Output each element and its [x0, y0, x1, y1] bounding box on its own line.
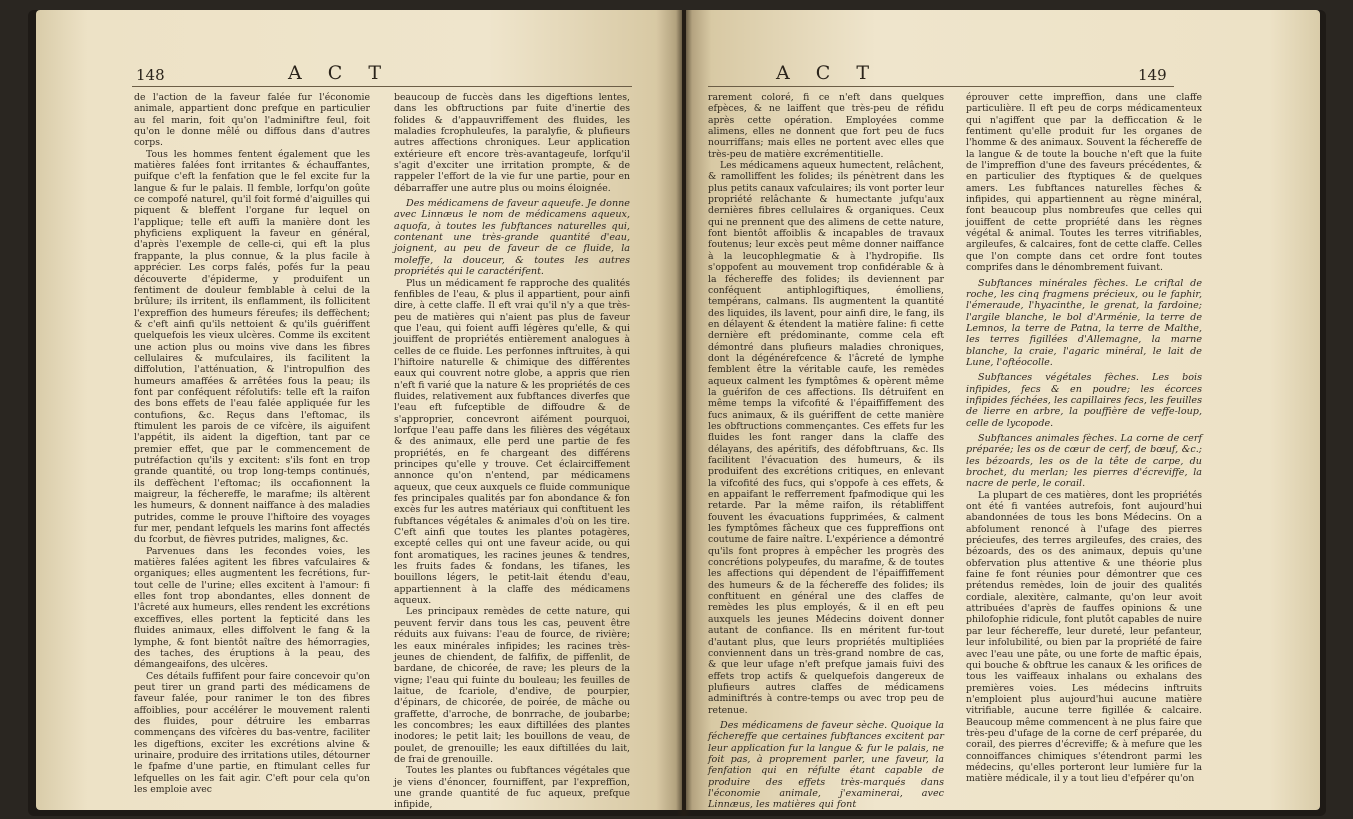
- body-paragraph: beaucoup de fuccès dans les digeftions lentes, dans les obftructions par fuite d'inertie des folides & d'appauvriffement des fluides, les maladies fcrophuleufes, la paralyfie, & plufieurs autres affections chroniques. Leur application extérieure eft encore très-avantageufe, lorfqu'il s'agit d'exciter une irritation prompte, & de rappeler l'effort de la vie fur une partie, pour en débarraffer une autre plus ou moins éloignée.: [394, 92, 630, 194]
- running-head-left: A C T: [288, 62, 392, 84]
- body-paragraph: Parvenues dans les fecondes voies, les matières falées agitent les fibres vafculaires & organiques; elles augmentent les fecrétions, fur-tout celle de l'urine; elles excitent à l'amour: fi elles font trop abondantes, elles donnent de l'âcreté aux humeurs, elles rendent les excrétions exceffives, elles portent la fepticité dans les fluides animaux, elles diffolvent le fang & la lymphe, & font bientôt naître des hémorragies, des taches, des éruptions à la peau, des démangeaifons, des ulcères.: [134, 545, 370, 671]
- section-heading-paragraph: Subftances animales fèches. La corne de cerf préparée; les os de cœur de cerf, de bœuf, &c.; les bézoards, les os de la tête de carpe, du brochet, du merlan; les pierres d'écreviffe, la nacre de perle, le corail.: [966, 432, 1202, 490]
- body-paragraph: Les principaux remèdes de cette nature, qui peuvent fervir dans tous les cas, peuvent être réduits aux fuivans: l'eau de fource, de rivière; les eaux minérales infipides; les racines très-jeunes de chiendent, de falfifix, de piffenlit, de bardane, de chicorée, de rave; les pleurs de la vigne; l'eau qui fuinte du bouleau; les feuilles de laitue, de fcariole, d'endive, de pourpier, d'épinars, de chicorée, de poirée, de mâche ou graffette, d'arroche, de bonrrache, de joubarbe; les concombres; les eaux diftillées des plantes inodores; le petit lait; les bouillons de veau, de poulet, de grenouille; les eaux diftillées du lait, de frai de grenouille.: [394, 606, 630, 765]
- body-paragraph: La plupart de ces matières, dont les propriétés ont été fi vantées autrefois, font aujourd'hui abandonnées de tous les bons Médecins. On a abfolument renoncé à l'ufage des pierres précieufes, des terres argileufes, des craies, des bézoards, des os des animaux, depuis qu'une obfervation plus attentive & une théorie plus faine fe font réunies pour démontrer que ces prétendus remèdes, loin de jouir des qualités cordiale, alexitère, calmante, qu'on leur avoit attribuées d'après de fauffes opinions & une philofophie ridicule, font plutôt capables de nuire par leur féchereffe, leur dureté, leur pefanteur, leur infolubilité, ou bien par la propriété de faire avec l'eau une pâte, ou une forte de maftic épais, qui bouche & obftrue les canaux & les orifices de tous les vaiffeaux inhalans ou exhalans des premières voies. Les médecins inftruits n'emploient plus aujourd'hui aucune matière vitrifiable, aucune terre figillée & calcaire. Beaucoup même commencent à ne plus faire que très-peu d'ufage de la corne de cerf préparée, du corail, des pierres d'écreviffe; & à mefure que les connoiffances chimiques s'étendront parmi les médecins, qu'elles porteront leur lumière fur la matière médicale, il y a tout lieu d'efpérer qu'on: [966, 489, 1202, 785]
- running-head-right: A C T: [776, 62, 880, 84]
- body-paragraph: Toutes les plantes ou fubftances végétales que je viens d'énoncer, fourniffent, par l'expreffion, une grande quantité de fuc aqueux, prefque infipide,: [394, 765, 630, 811]
- header-rule-left: [132, 86, 632, 87]
- header-rule-right: [708, 86, 1174, 87]
- page-number-left: 148: [136, 66, 165, 84]
- open-book: [28, 10, 1326, 816]
- body-paragraph: Les médicamens aqueux humectent, relâchent, & ramolliffent les folides; ils pénètrent dans les plus petits canaux vafculaires; ils vont porter leur propriété relâchante & humectante jufqu'aux dernières fibres cellulaires & organiques. Ceux qui ne prennent que des alimens de cette nature, font bientôt affoiblis & incapables de travaux foutenus; leur excès peut même donner naiffance à la leucophlegmatie & à l'hydropifie. Ils s'oppofent au mouvement trop confidérable & à la féchereffe des folides; ils deviennent par conféquent antiphlogiftiques, émolliens, tempérans, calmans. Ils augmentent la quantité des liquides, ils lavent, pour ainfi dire, le fang, ils en délayent & étendent la matière faline: fi cette dernière eft prédominante, comme cela eft démontré dans plufieurs maladies chroniques, dont la dégénérefcence & l'âcreté de lymphe femblent être la véritable caufe, les remèdes aqueux calment les fymptômes & opèrent même la guérifon de ces affections. Ils détruifent en même temps la vifcofité & l'épaiffiffement des fucs animaux, & ils guériffent de cette manière les obftructions commençantes. Ces effets fur les fluides les font ranger dans la claffe des délayans, des apéritifs, des défobftruans, &c. Ils facilitent l'évacuation des humeurs, & ils produifent des excrétions critiques, en enlevant la vifcofité des fucs, qui s'oppofe à ces effets, & en appaifant le refferrement fpafmodique qui les retarde. Par la même raifon, ils rétabliffent fouvent les évacuations fupprimées, & calment les fymptômes fâcheux que ces fuppreffions ont coutume de faire naître. L'expérience a démontré qu'ils font propres à empêcher les progrès des concrétions polypeufes, du marafme, & de toutes les affections qui dépendent de l'épaiffiffement des humeurs & de la féchereffe des folides; ils conftituent en général une des claffes de remèdes les plus employés, & il en eft peu auxquels les jeunes Médecins doivent donner autant de confiance. Ils en méritent fur-tout d'autant plus, que leurs propriétés multipliées conviennent dans un très-grand nombre de cas, & que leur ufage n'eft prefque jamais fuivi des effets trop actifs & quelquefois dangereux de plufieurs autres claffes de médicamens adminiftrés à contre-temps ou avec trop peu de retenue.: [708, 160, 944, 716]
- section-heading-paragraph: Des médicamens de faveur sèche. Quoique la féchereffe que certaines fubftances excitent par leur application fur la langue & fur le palais, ne foit pas, à proprement parler, une faveur, la fenfation qui en réfulte étant capable de produire des effets très-marqués dans l'économie animale, j'examinerai, avec Linnæus, les matières qui font: [708, 719, 944, 811]
- left-page-header: [36, 62, 682, 88]
- body-paragraph: Ces détails fuffifent pour faire concevoir qu'on peut tirer un grand parti des médicamens de faveur falée, pour ranimer le ton des fibres affoiblies, pour accélérer le mouvement ralenti des fluides, pour détruire les embarras commençans des vifcères du bas-ventre, faciliter les digeftions, exciter les excrétions alvine & urinaire, produire des irritations utiles, détourner le fpafme d'une partie, en ftimulant celles fur lefquelles on les fait agir. C'eft pour cela qu'on les emploie avec: [134, 670, 370, 795]
- body-paragraph: de l'action de la faveur falée fur l'économie animale, appartient donc prefque en particulier au fel marin, foit qu'on l'adminiftre feul, foit qu'on le donne mêlé ou diffous dans d'autres corps.: [134, 92, 370, 149]
- left-page-column-1: [134, 92, 370, 804]
- left-page: [36, 10, 682, 810]
- right-page-header: [686, 62, 1320, 88]
- body-paragraph: rarement coloré, fi ce n'eft dans quelques efpèces, & ne laiffent que très-peu de réfidu après cette opération. Employées comme alimens, elles ne donnent que fort peu de fucs nourriffans; mais elles ne portent avec elles que très-peu de matière excrémentitielle.: [708, 92, 944, 160]
- section-heading-paragraph: Subftances végétales fèches. Les bois infipides, fecs & en poudre; les écorces infipides féchées, les capillaires fecs, les feuilles de lierre en arbre, la pouffière de veffe-loup, celle de lycopode.: [966, 372, 1202, 429]
- right-page-column-1: [708, 92, 944, 811]
- body-paragraph: éprouver cette impreffion, dans une claffe particulière. Il eft peu de corps médicamenteux qui n'agiffent que par la defficcation & le fentiment qu'elle produit fur les organes de l'homme & des animaux. Souvent la féchereffe de la langue & de toute la bouche n'eft que la fuite de l'impreffion d'une des faveurs précédentes, & en particulier des ftyptiques & de quelques amers. Les fubftances naturelles fèches & infipides, qui appartiennent au règne minéral, font beaucoup plus nombreufes que celles qui jouiffent de cette propriété dans les règnes végétal & animal. Toutes les terres vitrifiables, argileufes, & calcaires, font de cette claffe. Celles que l'on compte dans cet ordre font toutes comprifes dans le dénombrement fuivant.: [966, 92, 1202, 274]
- body-paragraph: Plus un médicament fe rapproche des qualités fenfibles de l'eau, & plus il appartient, pour ainfi dire, à cette claffe. Il eft vrai qu'il n'y a que très-peu de matières qui n'aient pas plus de faveur que l'eau, qui foient auffi légères qu'elle, & qui jouiffent de propriétés entièrement analogues à celles de ce fluide. Les perfonnes inftruites, à qui l'hiftoire naturelle & chimique des différentes eaux qui couvrent notre globe, a appris que rien n'eft fi varié que la nature & les propriétés de ces fluides, relativement aux fubftances diverfes que l'eau eft fufceptible de diffoudre & de s'approprier, concevront aifément pourquoi, lorfque l'eau paffe dans les filières des végétaux & des animaux, elle perd une partie de fes propriétés, en fe chargeant des différens principes qu'elle y trouve. Cet éclairciffement annonce qu'on n'entend, par médicamens aqueux, que ceux auxquels ce fluide communique fes principales qualités par fon abondance & fon excès fur les autres matériaux qui conftituent les fubftances végétales & animales d'où on les tire. C'eft ainfi que toutes les plantes potagères, excepté celles qui ont une faveur acide, ou qui font aromatiques, les racines jeunes & tendres, les fruits fades & fondans, les tifanes, les bouillons légers, le petit-lait étendu d'eau, appartiennent à la claffe des médicamens aqueux.: [394, 277, 630, 607]
- right-page-column-2: [966, 92, 1202, 804]
- left-page-column-2: [394, 92, 630, 811]
- section-heading-paragraph: Subftances minérales fèches. Le criftal de roche, les cinq fragmens précieux, ou le faphir, l'émeraude, l'hyacinthe, le grenat, la fardoine; l'argile blanche, le bol d'Arménie, la terre de Lemnos, la terre de Patna, la terre de Malthe, les terres figillées d'Allemagne, la marne blanche, la craie, l'agaric minéral, le lait de Lune, l'oftéocolle.: [966, 277, 1202, 368]
- section-heading-paragraph: Des médicamens de faveur aqueufe. Je donne avec Linnæus le nom de médicamens aqueux, aquofa, à toutes les fubftances naturelles qui, contenant une très-grande quantité d'eau, joignent, au peu de faveur de ce fluide, la moleffe, la douceur, & toutes les autres propriétés qui le caractérifent.: [394, 198, 630, 278]
- body-paragraph: Tous les hommes fentent également que les matières falées font irritantes & échauffantes, puifque c'eft la fenfation que le fel excite fur la langue & fur le palais. Il femble, lorfqu'on goûte ce compofé naturel, qu'il foit formé d'aiguilles qui piquent & bleffent l'organe fur lequel on l'applique; telle eft auffi la manière dont les phyficiens expliquent la faveur en général, d'après l'exemple de celle-ci, qui eft la plus frappante, la plus connue, & la plus facile à apprécier. Les corps falés, pofés fur la peau découverte d'épiderme, y produifent un fentiment de douleur femblable à celui de la brûlure; ils irritent, ils enflamment, ils follicitent l'expreffion des humeurs féreufes; ils deffèchent; & c'eft ainfi qu'ils nettoient & qu'ils guériffent quelquefois les vieux ulcères. Comme ils excitent une action plus ou moins vive dans les fibres cellulaires & mufculaires, ils facilitent la diffolution, l'atténuation, & l'intropulfion des humeurs amaffées & arrêtées fous la peau; ils font par conféquent réfolutifs: telle eft la raifon des bons effets de l'eau falée appliquée fur les contufions, &c. Reçus dans l'eftomac, ils ftimulent les parois de ce vifcère, ils aiguifent l'appétit, ils aident la digeftion, tant par ce premier effet, que par le commencement de putréfaction qu'ils y excitent: s'ils font en trop grande quantité, ou trop long-temps continués, ils deffèchent l'eftomac; ils occafionnent la maigreur, la féchereffe, le marafme; ils altèrent les humeurs, & donnent naiffance à des maladies putrides, comme le prouve l'hiftoire des voyages fur mer, pendant lefquels les marins font affectés du fcorbut, de fièvres putrides, malignes, &c.: [134, 148, 370, 546]
- page-number-right: 149: [1138, 66, 1167, 84]
- right-page: [686, 10, 1320, 810]
- book-gutter: [676, 10, 692, 816]
